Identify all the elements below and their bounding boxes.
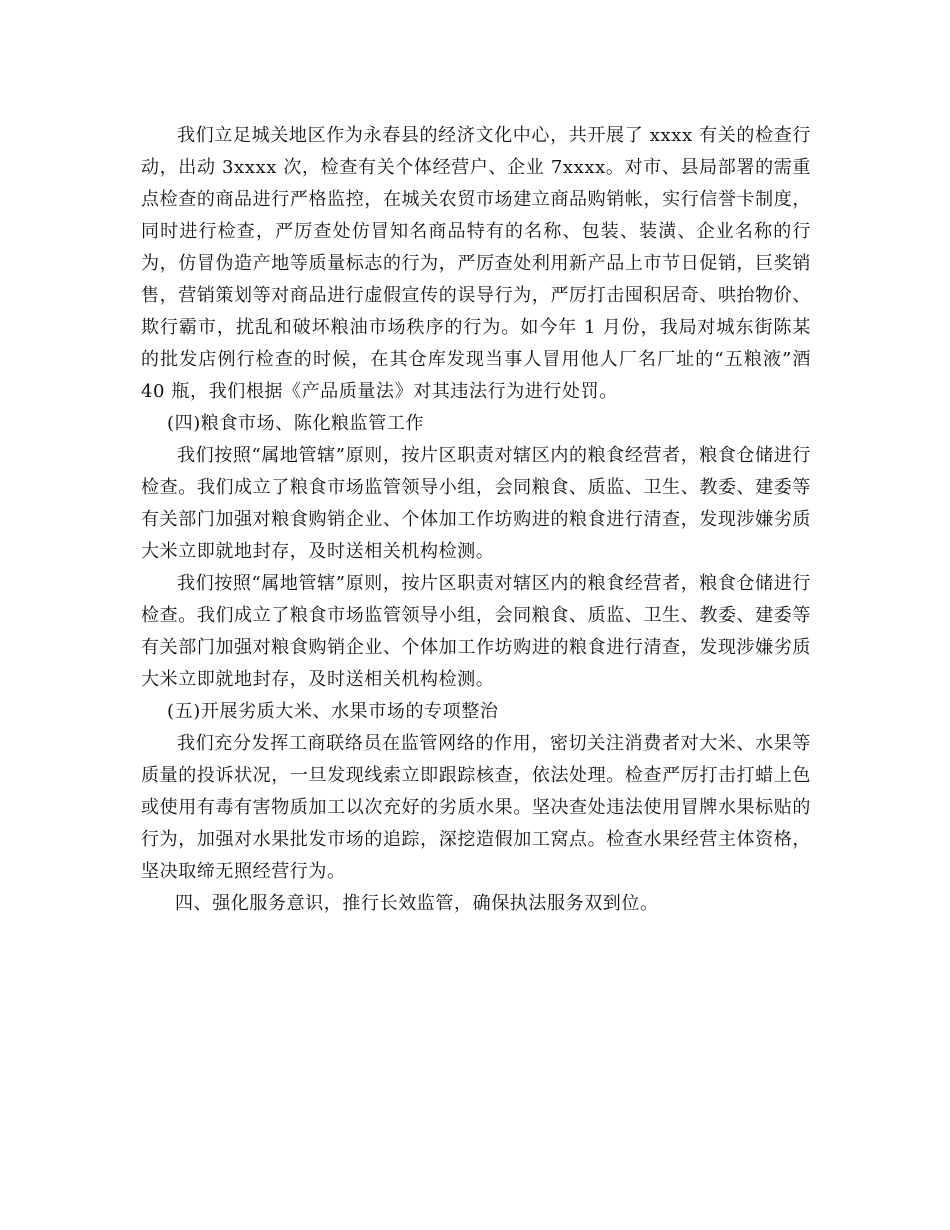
heading-rice-fruit-rectification: (五)开展劣质大米、水果市场的专项整治: [167, 701, 499, 722]
paragraph-rice-fruit-supervision: 我们充分发挥工商联络员在监管网络的作用，密切关注消费者对大米、水果等质量的投诉状况，一旦发现线索立即跟踪核查，依法处理。检查严厉打击打蜡上色或使用有毒有害物质加工以次充好的劣质水果。坚决查处违法使用冒牌水果标贴的行为，加强对水果批发市场的追踪，深挖造假加工窝点。检查水果经营主体资格，坚决取缔无照经营行为。: [141, 733, 811, 882]
heading-grain-market: (四)粮食市场、陈化粮监管工作: [167, 413, 425, 434]
paragraph-grain-inspection-2: 我们按照“属地管辖”原则，按片区职责对辖区内的粮食经营者，粮食仓储进行检查。我们成立了粮食市场监管领导小组，会同粮食、质监、卫生、教委、建委等有关部门加强对粮食购销企业、个体加工作坊购进的粮食进行清查，发现涉嫌劣质大米立即就地封存，及时送相关机构检测。: [141, 573, 811, 690]
section-heading-service-awareness: 四、强化服务意识，推行长效监管，确保执法服务双到位。: [175, 893, 659, 914]
document-body: [141, 120, 811, 920]
paragraph-inspection-actions: 我们立足城关地区作为永春县的经济文化中心，共开展了 xxxx 有关的检查行动，出动 3xxxx 次，检查有关个体经营户、企业 7xxxx。对市、县局部署的需重点检查的商品进行严格监控，在城关农贸市场建立商品购销帐，实行信誉卡制度，同时进行检查，严厉查处仿冒知名商品特有的名称、包装、装潢、企业名称的行为，仿冒伪造产地等质量标志的行为，严厉查处利用新产品上市节日促销，巨奖销售，营销策划等对商品进行虚假宣传的误导行为，严厉打击囤积居奇、哄抬物价、欺行霸市，扰乱和破坏粮油市场秩序的行为。如今年 1 月份，我局对城东街陈某的批发店例行检查的时候，在其仓库发现当事人冒用他人厂名厂址的“五粮液”酒 40 瓶，我们根据《产品质量法》对其违法行为进行处罚。: [141, 125, 811, 402]
paragraph-grain-inspection-1: 我们按照“属地管辖”原则，按片区职责对辖区内的粮食经营者，粮食仓储进行检查。我们成立了粮食市场监管领导小组，会同粮食、质监、卫生、教委、建委等有关部门加强对粮食购销企业、个体加工作坊购进的粮食进行清查，发现涉嫌劣质大米立即就地封存，及时送相关机构检测。: [141, 445, 811, 562]
